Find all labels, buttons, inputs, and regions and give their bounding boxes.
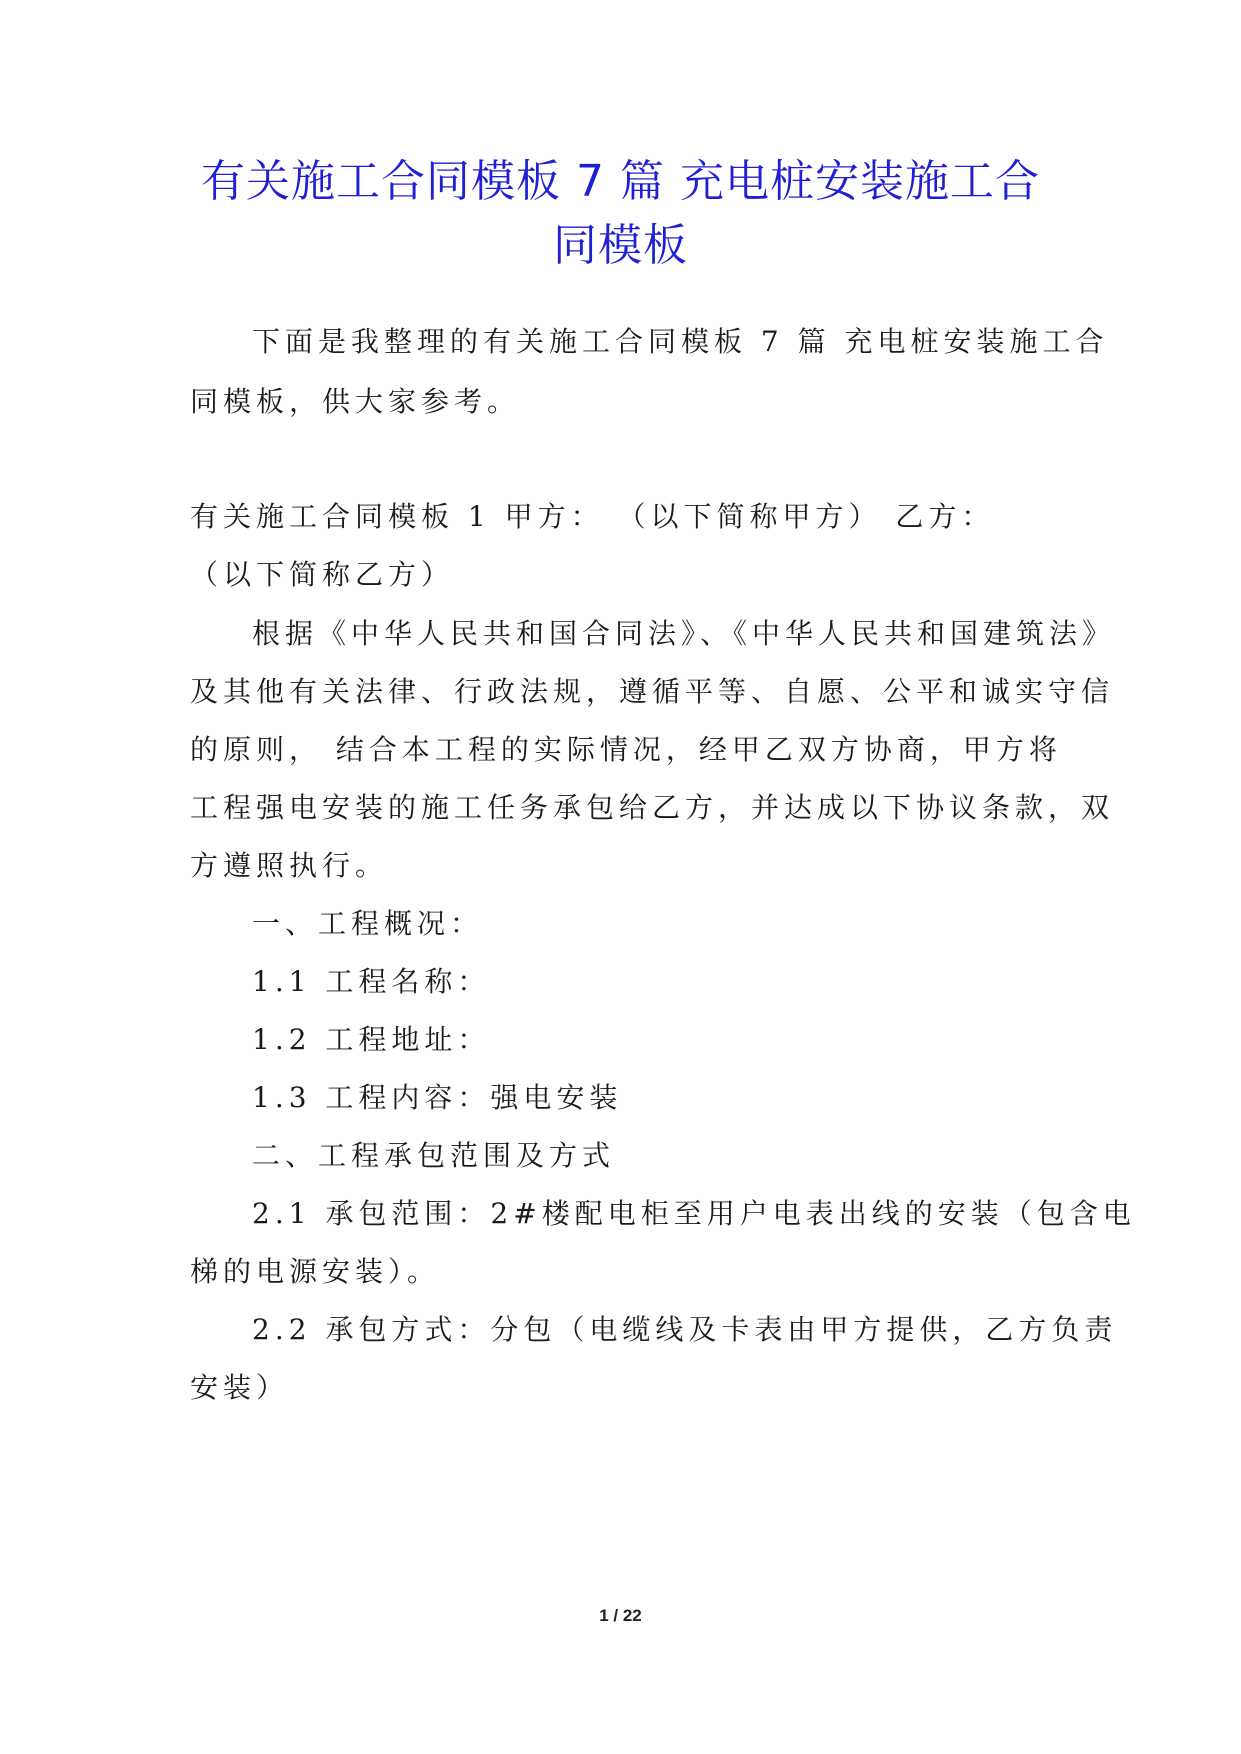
- clause-2-1-line-2: 梯的电源安装）。: [190, 1255, 441, 1288]
- title-line-2: 同模板: [553, 220, 688, 271]
- section-heading-line-1: 有关施工合同模板 1 甲方： （以下简称甲方） 乙方：: [190, 500, 995, 533]
- paragraph-line-1: 根据《中华人民共和国合同法》、《中华人民共和国建筑法》: [252, 617, 1116, 650]
- paragraph-line-5: 方遵照执行。: [190, 849, 389, 882]
- intro-line-2: 同模板，供大家参考。: [190, 385, 521, 418]
- clause-heading-2: 二、工程承包范围及方式: [252, 1139, 616, 1172]
- paragraph-line-3: 的原则， 结合本工程的实际情况，经甲乙双方协商，甲方将: [190, 733, 1062, 766]
- clause-2-2-line-2: 安装）: [190, 1371, 290, 1404]
- section-heading-line-2: （以下简称乙方）: [190, 558, 455, 591]
- intro-line-1: 下面是我整理的有关施工合同模板 7 篇 充电桩安装施工合: [252, 325, 1109, 358]
- title-line-1: 有关施工合同模板 7 篇 充电桩安装施工合: [201, 156, 1040, 207]
- clause-1-2: 1.2 工程地址：: [252, 1023, 491, 1056]
- clause-1-1: 1.1 工程名称：: [252, 965, 491, 998]
- document-title: [150, 150, 1091, 278]
- paragraph-line-4: 工程强电安装的施工任务承包给乙方，并达成以下协议条款，双: [190, 791, 1115, 824]
- clause-1-3: 1.3 工程内容：强电安装: [252, 1081, 623, 1114]
- page-number: 1 / 22: [599, 1606, 642, 1625]
- paragraph-line-2: 及其他有关法律、行政法规，遵循平等、自愿、公平和诚实守信: [190, 675, 1115, 708]
- clause-heading-1: 一、工程概况：: [252, 907, 484, 940]
- clause-2-2-line-1: 2.2 承包方式：分包（电缆线及卡表由甲方提供，乙方负责: [252, 1313, 1118, 1346]
- clause-2-1-line-1: 2.1 承包范围：2#楼配电柜至用户电表出线的安装（包含电: [252, 1197, 1136, 1230]
